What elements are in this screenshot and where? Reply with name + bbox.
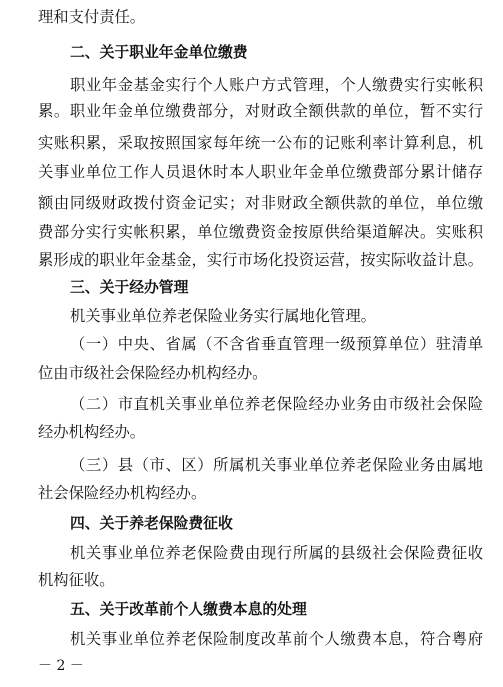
text-line: 实账积累，采取按照国家每年统一公布的记账利率计算利息，机 (38, 134, 483, 152)
section-heading: 二、关于职业年金单位缴费 (70, 44, 248, 61)
text-line: 理和支付责任。 (38, 8, 146, 26)
text-line: （三）县（市、区）所属机关事业单位养老保险业务由属地 (70, 456, 483, 474)
text-line: （一）中央、省属（不含省垂直管理一级预算单位）驻清单 (70, 335, 483, 353)
text-line: 额由同级财政拨付资金记实；对非财政全额供款的单位，单位缴 (38, 194, 483, 212)
text-line: 机关事业单位养老保险费由现行所属的县级社会保险费征收 (70, 544, 483, 562)
text-line: 机关事业单位养老保险业务实行属地化管理。 (70, 307, 376, 325)
text-line: 关事业单位工作人员退休时本人职业年金单位缴费部分累计储存 (38, 163, 483, 181)
text-line: 累。职业年金单位缴费部分，对财政全额供款的单位，暂不实行 (38, 102, 483, 120)
text-line: 机关事业单位养老保险制度改革前个人缴费本息，符合粤府 (70, 630, 483, 648)
text-line: （二）市直机关事业单位养老保险经办业务由市级社会保险 (70, 395, 483, 413)
section-heading: 四、关于养老保险费征收 (70, 515, 233, 532)
section-heading: 五、关于改革前个人缴费本息的处理 (70, 601, 307, 618)
text-line: 累形成的职业年金基金，实行市场化投资运营，按实际收益计息。 (38, 251, 483, 269)
text-line: 职业年金基金实行个人账户方式管理，个人缴费实行实帐积 (70, 76, 483, 94)
text-line: 经办机构经办。 (38, 423, 146, 441)
text-line: 机构征收。 (38, 571, 115, 589)
text-line: 位由市级社会保险经办机构经办。 (38, 364, 268, 382)
page-number: － 2 － (38, 658, 84, 674)
text-line: 社会保险经办机构经办。 (38, 484, 207, 502)
text-line: 费部分实行实帐积累，单位缴费资金按原供给渠道解决。实账积 (38, 223, 483, 241)
section-heading: 三、关于经办管理 (70, 279, 189, 296)
